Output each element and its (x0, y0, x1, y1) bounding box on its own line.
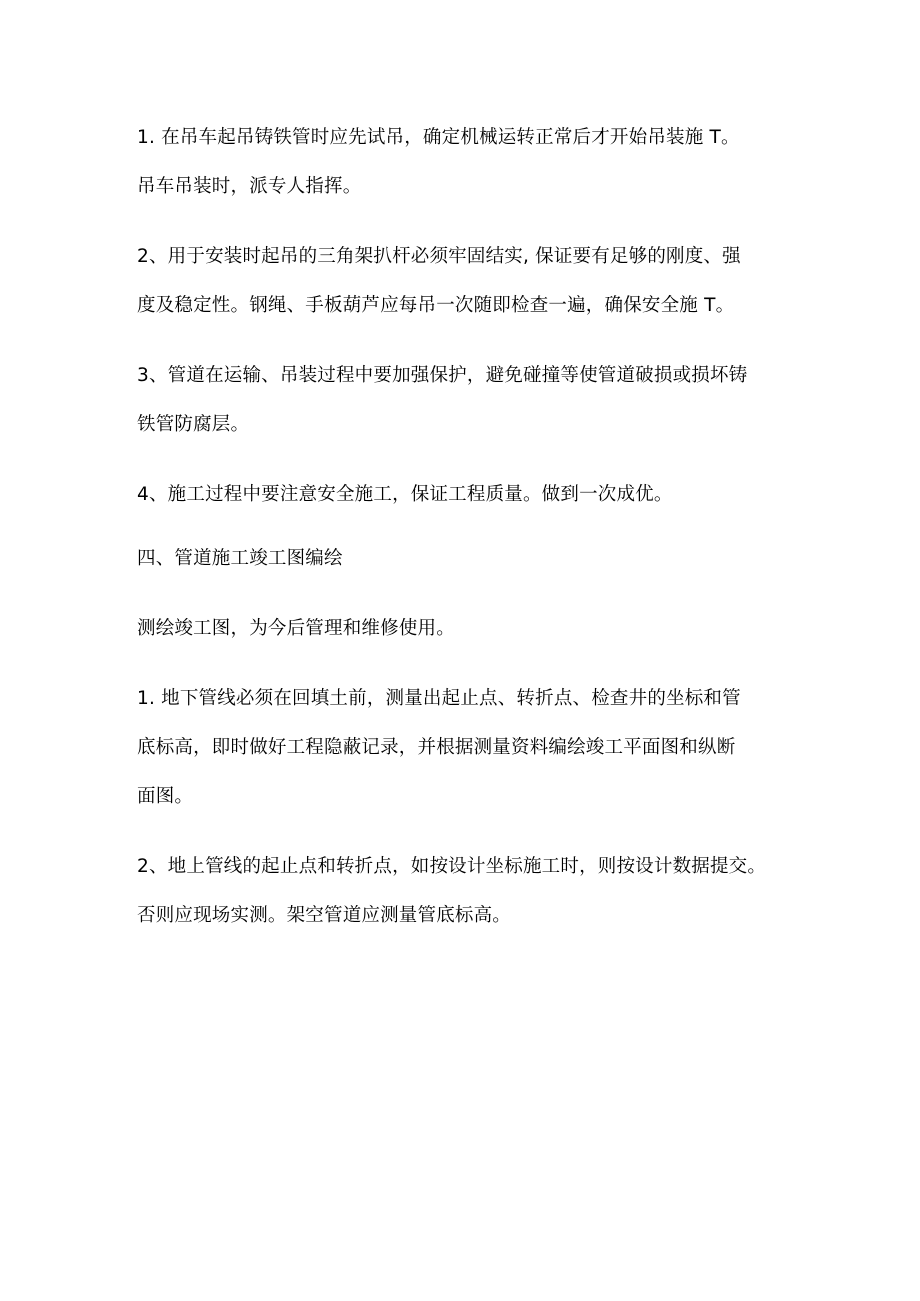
paragraph-construction-safety (137, 470, 797, 519)
document-body (137, 113, 797, 940)
text-line: 度及稳定性。钢绳、手板葫芦应每吊一次随即检查一遍，确保安全施 T。 (137, 295, 735, 316)
paragraph-aboveground-pipelines (137, 842, 797, 940)
text-line: 吊车吊装时，派专人指挥。 (137, 176, 362, 197)
text-line: 否则应现场实测。架空管道应测量管底标高。 (137, 905, 512, 926)
text-line: 底标高，即时做好工程隐蔽记录，并根据测量资料编绘竣工平面图和纵断 (137, 737, 736, 758)
section-heading (137, 534, 797, 583)
text-line: 4、施工过程中要注意安全施工，保证工程质量。做到一次成优。 (137, 484, 673, 505)
text-line: 1. 在吊车起吊铸铁管时应先试吊，确定机械运转正常后才开始吊装施 T。 (137, 127, 740, 148)
text-line: 测绘竣工图，为今后管理和维修使用。 (137, 618, 455, 639)
text-line: 铁管防腐层。 (137, 414, 250, 435)
paragraph-survey-purpose (137, 604, 797, 653)
paragraph-pipe-protection (137, 351, 797, 449)
text-line: 1. 地下管线必须在回填土前，测量出起止点、转折点、检查井的坐标和管 (137, 688, 741, 709)
paragraph-underground-pipelines (137, 674, 797, 821)
paragraph-hoisting-trial (137, 113, 797, 211)
text-line: 3、管道在运输、吊装过程中要加强保护，避免碰撞等使管道破损或损坏铸 (137, 365, 748, 386)
text-line: 2、地上管线的起止点和转折点，如按设计坐标施工时，则按设计数据提交。 (137, 856, 767, 877)
text-line: 面图。 (137, 786, 194, 807)
text-line: 四、管道施工竣工图编绘 (137, 548, 343, 569)
text-line: 2、用于安装时起吊的三角架扒杆必须牢固结实, 保证要有足够的刚度、强 (137, 246, 741, 267)
paragraph-tripod-safety (137, 232, 797, 330)
